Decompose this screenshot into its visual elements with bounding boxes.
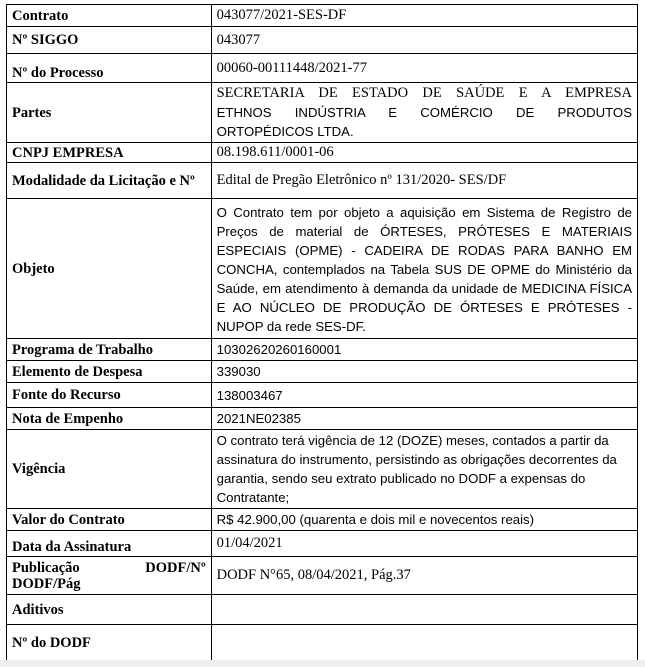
table-row <box>7 54 638 83</box>
parties-line-2: ETHNOS INDÚSTRIA E COMÉRCIO DE PRODUTOS ORTOPÉDICOS LTDA. <box>216 105 632 139</box>
signature-date-label: Data da Assinatura <box>7 531 212 557</box>
table-row <box>7 625 638 662</box>
contract-value: 043077/2021-SES-DF <box>211 5 637 27</box>
bidding-modality-label: Modalidade da Licitação e Nº <box>7 163 212 199</box>
table-row <box>7 408 638 430</box>
table-row <box>7 339 638 361</box>
cnpj-value: 08.198.611/0001-06 <box>211 143 637 163</box>
commitment-note-label: Nota de Empenho <box>7 408 212 430</box>
resource-source-value: 138003467 <box>211 383 637 408</box>
process-label: Nº do Processo <box>7 54 212 83</box>
table-row <box>7 595 638 625</box>
dodf-number-value <box>211 625 637 662</box>
object-value: O Contrato tem por objeto a aquisição em Sistema de Registro de Preços de material de ÓRTESES, PRÓTESES E MATERIAIS ESPECIAIS (OPME) - CADEIRA DE RODAS PARA BANHO EM CONCHA, contemplados na Tabela SUS DE OPME do Ministério da Saúde, em atendimento à demanda da unidade de MEDICINA FÍSICA E AO NÚCLEO DE PRODUÇÃO DE ÓRTESES E PRÓTESES - NUPOP da rede SES-DF. <box>211 199 637 339</box>
signature-date-value: 01/04/2021 <box>211 531 637 557</box>
table-row <box>7 361 638 383</box>
contract-amount-label: Valor do Contrato <box>7 509 212 531</box>
siggo-label: Nº SIGGO <box>7 27 212 54</box>
bidding-modality-value: Edital de Pregão Eletrônico nº 131/2020- SES/DF <box>211 163 637 199</box>
table-row <box>7 383 638 408</box>
work-program-value: 10302620260160001 <box>211 339 637 361</box>
table-row <box>7 430 638 509</box>
parties-line-1: SECRETARIA DE ESTADO DE SAÚDE E A EMPRESA <box>216 85 632 101</box>
expense-element-label: Elemento de Despesa <box>7 361 212 383</box>
table-row <box>7 163 638 199</box>
contract-details-table <box>6 4 638 662</box>
contract-amount-value: R$ 42.900,00 (quarenta e dois mil e novecentos reais) <box>211 509 637 531</box>
parties-label: Partes <box>7 83 212 143</box>
dodf-number-label: Nº do DODF <box>7 625 212 662</box>
amendments-value <box>211 595 637 625</box>
contract-label: Contrato <box>7 5 212 27</box>
table-row <box>7 83 638 143</box>
table-row <box>7 531 638 557</box>
publication-value: DODF N°65, 08/04/2021, Pág.37 <box>211 557 637 595</box>
table-row <box>7 509 638 531</box>
table-row <box>7 199 638 339</box>
parties-value <box>211 83 637 143</box>
publication-label <box>7 557 212 595</box>
siggo-value: 043077 <box>211 27 637 54</box>
page-bottom-strip <box>0 660 645 667</box>
validity-value: O contrato terá vigência de 12 (DOZE) meses, contados a partir da assinatura do instrumento, persistindo as obrigações decorrentes da garantia, sendo seu extrato publicado no DODF a expensas do Contratante; <box>211 430 637 509</box>
table-row <box>7 27 638 54</box>
commitment-note-value: 2021NE02385 <box>211 408 637 430</box>
process-value: 00060-00111448/2021-77 <box>211 54 637 83</box>
table-row <box>7 5 638 27</box>
work-program-label: Programa de Trabalho <box>7 339 212 361</box>
table-row <box>7 557 638 595</box>
amendments-label: Aditivos <box>7 595 212 625</box>
cnpj-label: CNPJ EMPRESA <box>7 143 212 163</box>
publication-label-text: Publicação DODF/Nº DODF/Pág <box>12 559 206 592</box>
object-label: Objeto <box>7 199 212 339</box>
expense-element-value: 339030 <box>211 361 637 383</box>
table-row <box>7 143 638 163</box>
validity-label: Vigência <box>7 430 212 509</box>
resource-source-label: Fonte do Recurso <box>7 383 212 408</box>
